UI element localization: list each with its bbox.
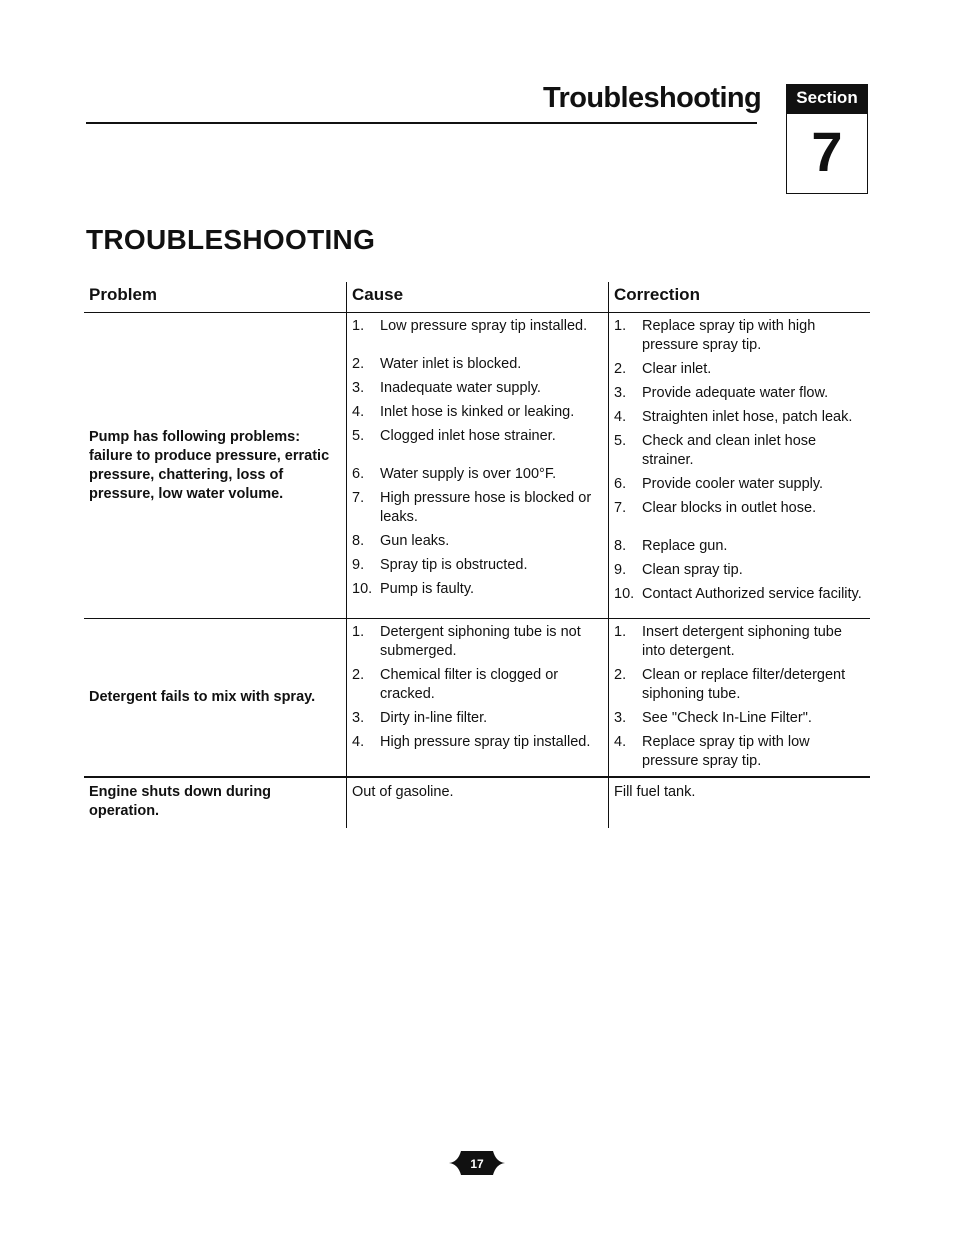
problem-cell: Engine shuts down during operation. xyxy=(89,784,272,819)
correction-cell: Fill fuel tank. xyxy=(608,778,870,828)
item-number: 4. xyxy=(614,734,627,750)
item-text: Clean spray tip. xyxy=(642,562,743,578)
item-number: 2. xyxy=(614,361,627,377)
item-text: Inadequate water supply. xyxy=(380,380,541,396)
item-number: 1. xyxy=(614,318,627,334)
item-number: 3. xyxy=(614,385,627,401)
item-text: Replace spray tip with high pressure spray tip. xyxy=(642,318,816,353)
cause-cell: Out of gasoline. xyxy=(346,778,608,828)
list-item xyxy=(352,623,608,661)
table-row xyxy=(84,619,870,778)
item-number: 5. xyxy=(614,433,627,449)
item-number: 4. xyxy=(614,409,627,425)
item-text: Detergent siphoning tube is not submerged. xyxy=(380,624,581,659)
list-item xyxy=(614,317,870,355)
column-header-cause: Cause xyxy=(346,282,608,312)
item-number: 9. xyxy=(614,562,627,578)
correction-list xyxy=(608,619,870,776)
list-item xyxy=(352,556,608,575)
list-item xyxy=(352,355,608,374)
list-item xyxy=(352,580,608,599)
list-item xyxy=(352,317,608,336)
table-header xyxy=(84,282,870,313)
item-text: Provide adequate water flow. xyxy=(642,385,829,401)
page-number-badge xyxy=(449,1149,505,1177)
item-text: Chemical filter is clogged or cracked. xyxy=(380,667,559,702)
list-item xyxy=(614,384,870,403)
item-number: 1. xyxy=(352,318,365,334)
item-text: Clogged inlet hose strainer. xyxy=(380,428,556,444)
item-text: Clear blocks in outlet hose. xyxy=(642,500,817,516)
item-text: Clean or replace filter/detergent siphoning tube. xyxy=(642,667,846,702)
column-header-problem: Problem xyxy=(89,285,158,304)
list-item xyxy=(614,360,870,379)
item-number: 6. xyxy=(352,466,365,482)
item-number: 4. xyxy=(352,404,365,420)
list-item xyxy=(352,666,608,704)
list-item xyxy=(352,709,608,728)
list-item xyxy=(352,465,608,484)
item-text: Check and clean inlet hose strainer. xyxy=(642,433,817,468)
item-text: Straighten inlet hose, patch leak. xyxy=(642,409,853,425)
item-number: 10. xyxy=(614,586,635,602)
list-item xyxy=(614,709,870,728)
item-text: Contact Authorized service facility. xyxy=(642,586,862,602)
item-number: 9. xyxy=(352,557,365,573)
cause-list xyxy=(346,619,608,776)
item-text: Provide cooler water supply. xyxy=(642,476,824,492)
list-item xyxy=(614,475,870,494)
list-item xyxy=(614,561,870,580)
item-number: 1. xyxy=(352,624,365,640)
item-number: 3. xyxy=(614,710,627,726)
list-item xyxy=(352,733,608,752)
item-text: High pressure hose is blocked or leaks. xyxy=(380,490,592,525)
item-text: Dirty in-line filter. xyxy=(380,710,488,726)
list-item xyxy=(614,408,870,427)
item-number: 4. xyxy=(352,734,365,750)
item-number: 10. xyxy=(352,581,373,597)
table-row xyxy=(84,778,870,828)
list-item xyxy=(614,537,870,556)
section-box xyxy=(786,84,868,194)
item-number: 5. xyxy=(352,428,365,444)
page-number: 17 xyxy=(470,1157,484,1171)
section-number: 7 xyxy=(811,120,843,183)
correction-list xyxy=(608,313,870,618)
item-text: Replace gun. xyxy=(642,538,728,554)
item-text: Pump is faulty. xyxy=(380,581,475,597)
problem-cell: Detergent fails to mix with spray. xyxy=(89,689,316,705)
item-number: 3. xyxy=(352,710,365,726)
list-item xyxy=(352,427,608,446)
cause-list xyxy=(346,313,608,618)
item-text: Replace spray tip with low pressure spray tip. xyxy=(642,734,810,769)
list-item xyxy=(614,666,870,704)
item-number: 2. xyxy=(352,356,365,372)
column-header-correction: Correction xyxy=(608,282,870,312)
item-number: 8. xyxy=(352,533,365,549)
item-number: 6. xyxy=(614,476,627,492)
item-text: High pressure spray tip installed. xyxy=(380,734,591,750)
header-title: Troubleshooting xyxy=(543,82,762,114)
section-label: Section xyxy=(787,85,867,114)
list-item xyxy=(614,499,870,518)
item-text: Inlet hose is kinked or leaking. xyxy=(380,404,575,420)
item-text: Low pressure spray tip installed. xyxy=(380,318,588,334)
item-text: Gun leaks. xyxy=(380,533,450,549)
list-item xyxy=(352,489,608,527)
list-item xyxy=(352,403,608,422)
item-number: 2. xyxy=(352,667,365,683)
list-item xyxy=(352,532,608,551)
troubleshooting-table xyxy=(84,282,870,828)
list-item xyxy=(614,623,870,661)
item-number: 7. xyxy=(352,490,365,506)
item-number: 3. xyxy=(352,380,365,396)
item-number: 1. xyxy=(614,624,627,640)
page-badge-shape xyxy=(449,1149,505,1177)
list-item xyxy=(614,432,870,470)
item-text: See "Check In-Line Filter". xyxy=(642,710,812,726)
item-text: Spray tip is obstructed. xyxy=(380,557,528,573)
item-number: 8. xyxy=(614,538,627,554)
item-text: Clear inlet. xyxy=(642,361,712,377)
header-divider xyxy=(86,122,757,124)
item-text: Water supply is over 100°F. xyxy=(380,466,557,482)
page-heading: TROUBLESHOOTING xyxy=(86,224,376,255)
list-item xyxy=(614,585,870,604)
item-text: Insert detergent siphoning tube into detergent. xyxy=(642,624,842,659)
table-row xyxy=(84,313,870,619)
item-number: 2. xyxy=(614,667,627,683)
item-number: 7. xyxy=(614,500,627,516)
problem-cell: Pump has following problems: failure to produce pressure, erratic pressure, chattering, loss of pressure, low water volume. xyxy=(89,428,330,502)
list-item xyxy=(614,733,870,771)
item-text: Water inlet is blocked. xyxy=(380,356,522,372)
list-item xyxy=(352,379,608,398)
